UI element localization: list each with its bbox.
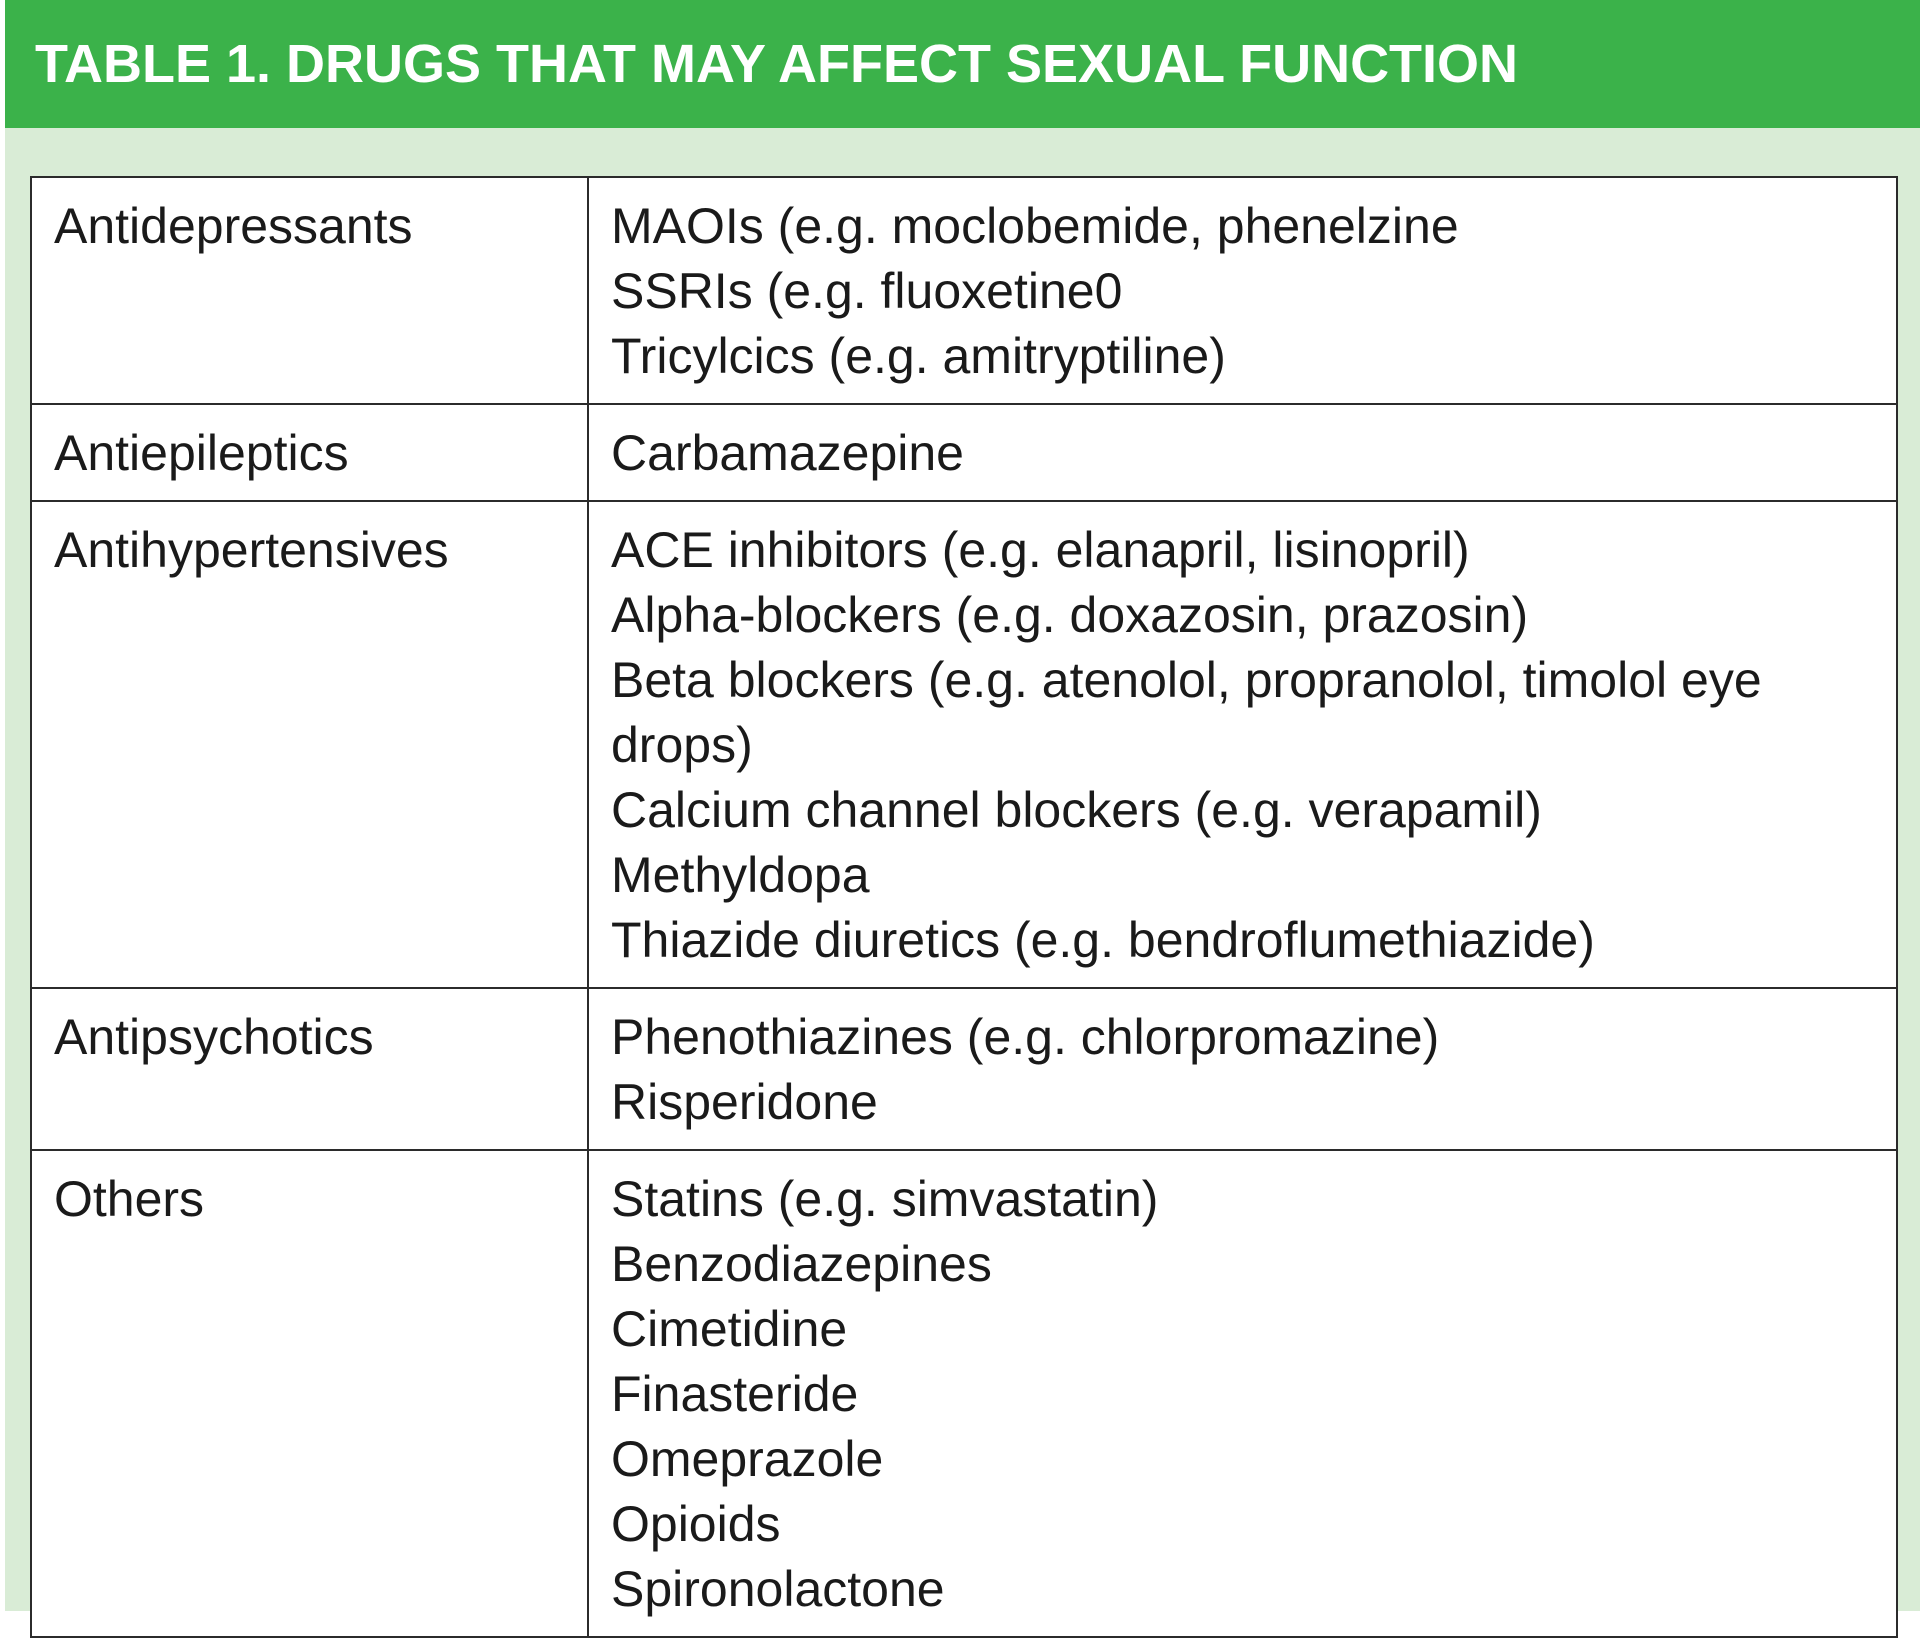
drug-category: Antihypertensives: [31, 501, 588, 988]
drug-item: Omeprazole: [611, 1431, 884, 1487]
drug-item: Spironolactone: [611, 1561, 945, 1617]
drug-list: [588, 404, 1897, 501]
drug-item: Methyldopa: [611, 847, 870, 903]
table-row: [31, 1150, 1897, 1637]
drug-item: Opioids: [611, 1496, 781, 1552]
table-row: [31, 988, 1897, 1150]
table-row: [31, 501, 1897, 988]
drug-item: Statins (e.g. simvastatin): [611, 1171, 1159, 1227]
drug-item: ACE inhibitors (e.g. elanapril, lisinopril): [611, 522, 1470, 578]
drug-item: Finasteride: [611, 1366, 859, 1422]
drug-table: [30, 176, 1898, 1638]
table-row: [31, 177, 1897, 404]
drug-item: Thiazide diuretics (e.g. bendroflumethiazide): [611, 912, 1595, 968]
drug-item: Risperidone: [611, 1074, 878, 1130]
drug-item: Benzodiazepines: [611, 1236, 992, 1292]
drug-category: Antidepressants: [31, 177, 588, 404]
drug-category: Antipsychotics: [31, 988, 588, 1150]
table-panel: [5, 0, 1920, 1617]
drug-list: [588, 177, 1897, 404]
drug-item: SSRIs (e.g. fluoxetine0: [611, 263, 1123, 319]
table-header-bar: [5, 0, 1920, 128]
drug-item: Cimetidine: [611, 1301, 848, 1357]
drug-item: Alpha-blockers (e.g. doxazosin, prazosin): [611, 587, 1529, 643]
drug-item: Phenothiazines (e.g. chlorpromazine): [611, 1009, 1440, 1065]
drug-category: Antiepileptics: [31, 404, 588, 501]
drug-list: [588, 988, 1897, 1150]
table-row: [31, 404, 1897, 501]
drug-item: Calcium channel blockers (e.g. verapamil): [611, 782, 1542, 838]
table-title: TABLE 1. DRUGS THAT MAY AFFECT SEXUAL FUNCTION: [35, 34, 1519, 94]
drug-item: Carbamazepine: [611, 425, 964, 481]
drug-list: [588, 1150, 1897, 1637]
drug-category: Others: [31, 1150, 588, 1637]
drug-item: Tricylcics (e.g. amitryptiline): [611, 328, 1226, 384]
drug-item: Beta blockers (e.g. atenolol, propranolol, timolol eye drops): [611, 652, 1762, 773]
drug-item: MAOIs (e.g. moclobemide, phenelzine: [611, 198, 1459, 254]
drug-list: [588, 501, 1897, 988]
